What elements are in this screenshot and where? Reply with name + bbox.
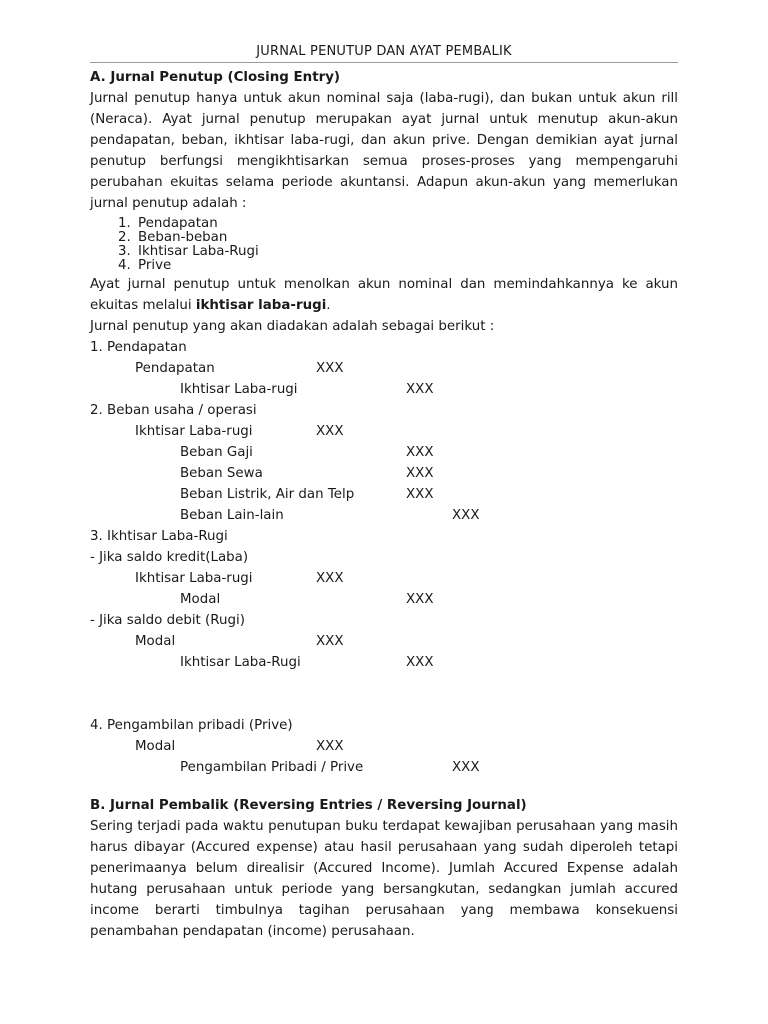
section-b-body: Sering terjadi pada waktu penutupan buku terdapat kewajiban perusahaan yang masih harus dibayar (Accured expense) atau hasil perusahaan yang sudah diperoleh tetapi penerimaanya belum direalisir (Accured Income). Jumlah Accured Expense adalah hutang perusahaan untuk periode yang bersangkutan, sedangkan jumlah accured income berarti timbulnya tagihan perusahaan yang membawa konsekuensi penambahan pendapatan (income) perusahaan. [90,819,678,939]
journal-row [90,463,678,484]
debit-amount: XXX [316,739,344,754]
closing-accounts-list [90,217,678,273]
credit-account: Ikhtisar Laba-Rugi [180,655,301,670]
section-a-intro: Jurnal penutup hanya untuk akun nominal saja (laba-rugi), dan bukan untuk akun rill (Neraca). Ayat jurnal penutup merupakan ayat jurnal untuk menutup akun-akun pendapatan, beban, ikhtisar laba-rugi, dan akun prive. Dengan demikian ayat jurnal penutup berfungsi mengikhtisarkan semua proses-proses yang mempengaruhi perubahan ekuitas selama periode akuntansi. Adapun akun-akun yang memerlukan jurnal penutup adalah : [90,91,678,211]
credit-amount: XXX [406,445,434,460]
debit-account: Modal [135,739,176,754]
credit-account: Beban Lain-lain [180,508,284,523]
section-b-heading: B. Jurnal Pembalik (Reversing Entries / Reversing Journal) [90,798,527,813]
debit-account: Modal [135,634,176,649]
closing-purpose-paragraph [90,274,678,316]
journal-row [90,421,678,442]
entry-3-label: 3. Ikhtisar Laba-Rugi [90,529,228,544]
credit-account: Beban Listrik, Air dan Telp [180,487,355,502]
purpose-text: Ayat jurnal penutup untuk menolkan akun nominal dan memindahkannya ke akun ekuitas melalui [90,277,678,313]
credit-amount: XXX [406,655,434,670]
credit-account: Pengambilan Pribadi / Prive [180,760,364,775]
debit-account: Ikhtisar Laba-rugi [135,571,253,586]
journal-row [90,652,678,673]
debit-amount: XXX [316,634,344,649]
purpose-emphasis: ikhtisar laba-rugi [195,298,327,313]
credit-amount: XXX [452,760,480,775]
entry-2-label: 2. Beban usaha / operasi [90,403,257,418]
spacer [90,673,678,715]
journal-row [90,484,678,505]
document-content [90,44,678,942]
journal-row [90,379,678,400]
journal-row [90,505,678,526]
document-title: JURNAL PENUTUP DAN AYAT PEMBALIK [90,44,678,63]
list-item: 3. Ikhtisar Laba-Rugi [135,245,678,259]
credit-account: Beban Sewa [180,466,263,481]
list-item: 2. Beban-beban [135,231,678,245]
journal-row [90,757,678,778]
journal-row [90,358,678,379]
debit-amount: XXX [316,424,344,439]
journal-row [90,568,678,589]
entry-3-case-loss: - Jika saldo debit (Rugi) [90,613,245,628]
debit-amount: XXX [316,361,344,376]
section-a-heading: A. Jurnal Penutup (Closing Entry) [90,70,341,85]
credit-account: Modal [180,592,221,607]
debit-account: Pendapatan [135,361,215,376]
credit-amount: XXX [452,508,480,523]
journal-row [90,736,678,757]
credit-account: Beban Gaji [180,445,253,460]
journal-row [90,589,678,610]
journal-row [90,442,678,463]
debit-account: Ikhtisar Laba-rugi [135,424,253,439]
credit-amount: XXX [406,592,434,607]
credit-amount: XXX [406,382,434,397]
debit-amount: XXX [316,571,344,586]
credit-account: Ikhtisar Laba-rugi [180,382,298,397]
purpose-end: . [326,298,331,313]
credit-amount: XXX [406,487,434,502]
entries-intro: Jurnal penutup yang akan diadakan adalah sebagai berikut : [90,319,495,334]
entry-1-label: 1. Pendapatan [90,340,187,355]
entry-4-label: 4. Pengambilan pribadi (Prive) [90,718,293,733]
entry-3-case-profit: - Jika saldo kredit(Laba) [90,550,249,565]
list-item: 1. Pendapatan [135,217,678,231]
credit-amount: XXX [406,466,434,481]
list-item: 4. Prive [135,259,678,273]
journal-row [90,631,678,652]
